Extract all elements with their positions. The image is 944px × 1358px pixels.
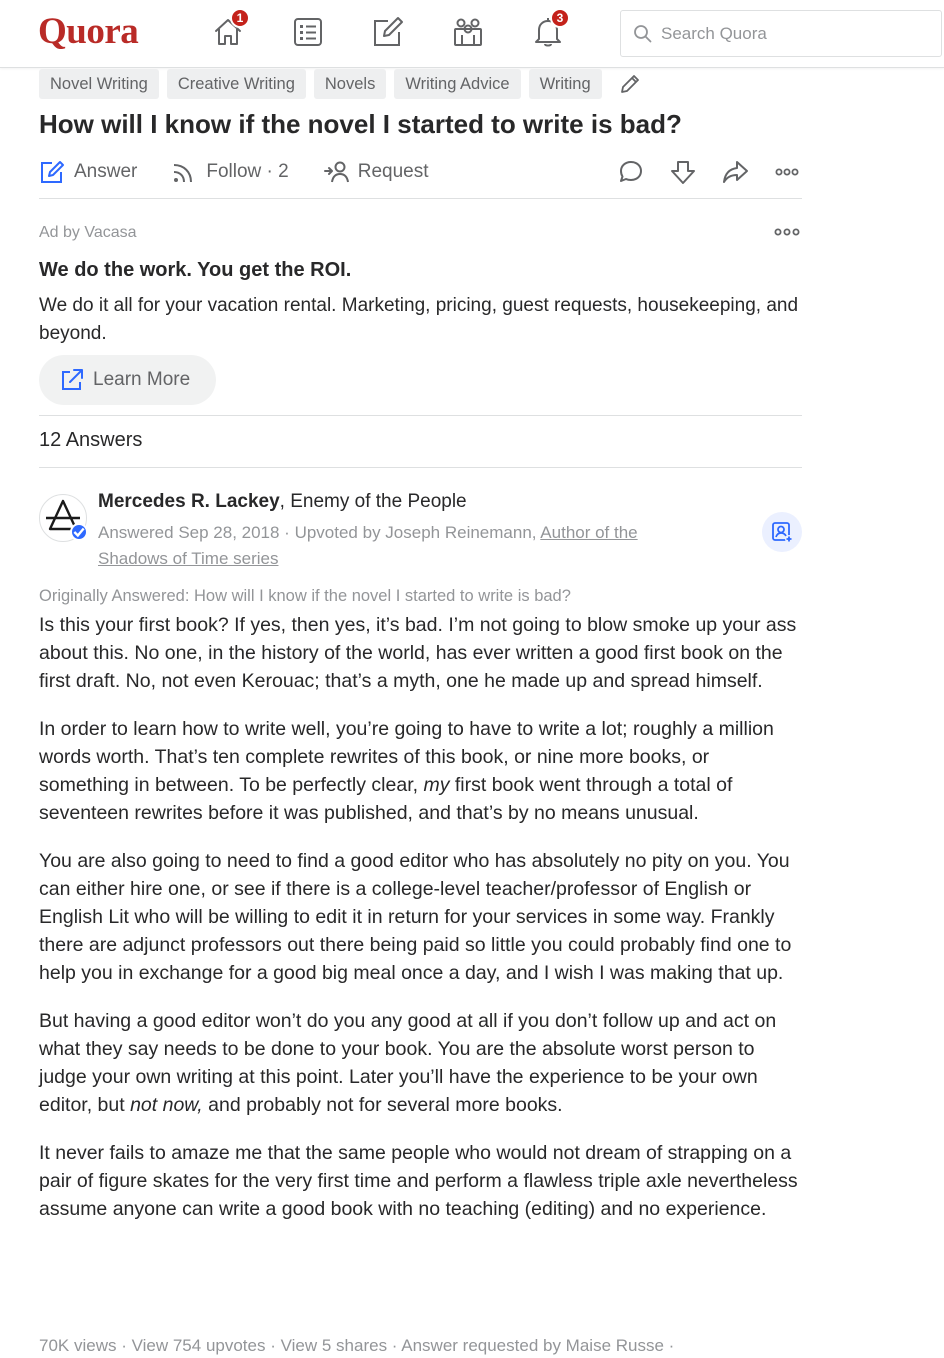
request-person-icon	[323, 159, 349, 185]
question-secondary-actions	[616, 157, 802, 187]
author-line	[98, 490, 802, 514]
follow-count: · 2	[266, 160, 289, 182]
answer-card	[39, 468, 802, 1223]
answer-text-span: first book went through a total of seventeen rewrites before it was published, and that’s by no means unusual.	[39, 774, 733, 824]
answer-paragraph	[39, 1007, 802, 1119]
notifications-badge: 3	[550, 8, 570, 28]
answer-nav-button[interactable]	[370, 14, 406, 50]
verified-check-icon	[70, 523, 88, 541]
downvote-arrow-icon	[669, 158, 697, 186]
comment-button[interactable]	[616, 157, 646, 187]
edit-topics-pencil-icon[interactable]	[618, 72, 642, 96]
share-arrow-icon	[721, 158, 749, 186]
follow-person-plus-icon	[770, 520, 794, 544]
author-avatar[interactable]	[39, 494, 87, 542]
home-nav-button[interactable]	[210, 11, 246, 50]
external-link-icon	[59, 367, 85, 393]
pencil-square-icon	[371, 15, 405, 49]
topic-tag[interactable]: Creative Writing	[167, 69, 306, 99]
answer-text-span: In order to learn how to write well, you’re going to have to write a lot; roughly a million words worth. That’s ten complete rewrites of this book, or nine more books, or something in between. To be perfectly clear,	[39, 718, 774, 796]
ad-body: We do it all for your vacation rental. Marketing, pricing, guest requests, housekeeping, and beyond.	[39, 295, 799, 344]
answer-meta	[98, 520, 698, 572]
topic-tags	[39, 68, 802, 99]
answer-body	[39, 611, 802, 1223]
share-button[interactable]	[720, 157, 750, 187]
home-badge: 1	[230, 8, 250, 28]
author-credential: , Enemy of the People	[279, 491, 467, 512]
list-icon	[291, 15, 325, 49]
answer-paragraph: You are also going to need to find a good editor who has absolutely no pity on you. You can either hire one, or see if there is a college-level teacher/professor of English or English Lit who will be willing to edit it in return for your services in some way. Frankly there are adjunct professors out there being paid so little you could probably find one to help you in exchange for a good big meal once a day, and I wish I was making that up.	[39, 850, 792, 984]
topic-tag[interactable]: Writing Advice	[394, 69, 520, 99]
author-info	[98, 486, 802, 572]
answer-emphasis: my	[423, 774, 450, 796]
answer-paragraph	[39, 715, 802, 827]
request-button-label: Request	[357, 160, 429, 182]
follow-button-label: Follow	[206, 160, 262, 182]
upvoter-credential-link[interactable]: Author of the Shadows of Time series	[98, 523, 638, 568]
search-input[interactable]	[661, 24, 921, 44]
pencil-square-icon	[39, 159, 65, 185]
author-name[interactable]: Mercedes R. Lackey	[98, 491, 280, 512]
answer-text-span: But having a good editor won’t do you any good at all if you don’t follow up and act on what they say needs to be done to your book. You are the absolute worst person to judge your own writing at this point. Later you’ll have the experience to be your own editor, but	[39, 1010, 777, 1116]
ad-label[interactable]: Ad by Vacasa	[39, 224, 137, 241]
views-count: 70K views	[39, 1336, 117, 1355]
answer-emphasis: not now,	[130, 1094, 203, 1116]
quora-logo[interactable]: Quora	[38, 11, 139, 52]
answer-stats: 70K views · View 754 upvotes · View 5 shares · Answer requested by Maise Russe ·	[39, 1336, 675, 1355]
more-options-button[interactable]	[772, 157, 802, 187]
spaces-icon	[451, 15, 485, 49]
ad-more-dots-icon[interactable]	[772, 223, 802, 241]
answer-text-span: and probably not for several more books.	[202, 1094, 563, 1116]
answer-requested-by[interactable]: Answer requested by Maise Russe ·	[401, 1336, 675, 1355]
question-actions-bar	[39, 145, 802, 199]
learn-more-button[interactable]	[39, 355, 216, 405]
follow-question-button[interactable]	[171, 159, 288, 185]
answer-paragraph: Is this your first book? If yes, then yes, it’s bad. I’m not going to blow smoke up your ass about this. No one, in the history of the world, has ever written a good first book on the first draft. No, not even Kerouac; that’s a myth, one he made up and spread himself.	[39, 614, 797, 692]
answer-paragraph: It never fails to amaze me that the same people who would not dream of strapping on a pair of figure skates for the very first time and perform a flawless triple axle nevertheless assume anyone can write a good book with no teaching (editing) and no experience.	[39, 1142, 798, 1220]
top-nav-bar	[0, 0, 944, 68]
main-content	[39, 68, 802, 1223]
downvote-button[interactable]	[668, 157, 698, 187]
notifications-nav-button[interactable]	[530, 11, 566, 50]
originally-answered[interactable]: Originally Answered: How will I know if the novel I started to write is bad?	[39, 587, 571, 605]
learn-more-label: Learn More	[93, 369, 191, 390]
request-answer-button[interactable]	[323, 159, 429, 185]
question-title[interactable]: How will I know if the novel I started to write is bad?	[39, 109, 682, 139]
view-shares-link[interactable]: View 5 shares	[280, 1336, 388, 1355]
answer-date-upvoted-by: Answered Sep 28, 2018 · Upvoted by Joseph Reinemann,	[98, 523, 541, 542]
topic-tag[interactable]: Novels	[314, 69, 386, 99]
sponsored-ad	[39, 199, 802, 416]
answer-button-label: Answer	[74, 160, 138, 182]
comment-bubble-icon	[617, 158, 645, 186]
topic-tag[interactable]: Novel Writing	[39, 69, 159, 99]
follow-author-button[interactable]	[762, 512, 802, 552]
search-box[interactable]	[620, 10, 942, 57]
answer-button[interactable]	[39, 159, 137, 185]
ad-headline[interactable]: We do the work. You get the ROI.	[39, 259, 352, 281]
search-icon	[633, 24, 653, 44]
rss-follow-icon	[171, 159, 197, 185]
following-nav-button[interactable]	[290, 14, 326, 50]
view-upvotes-link[interactable]: View 754 upvotes	[131, 1336, 266, 1355]
more-dots-icon	[773, 158, 801, 186]
answers-count: 12 Answers	[39, 429, 802, 468]
topic-tag[interactable]: Writing	[529, 69, 602, 99]
spaces-nav-button[interactable]	[450, 14, 486, 50]
